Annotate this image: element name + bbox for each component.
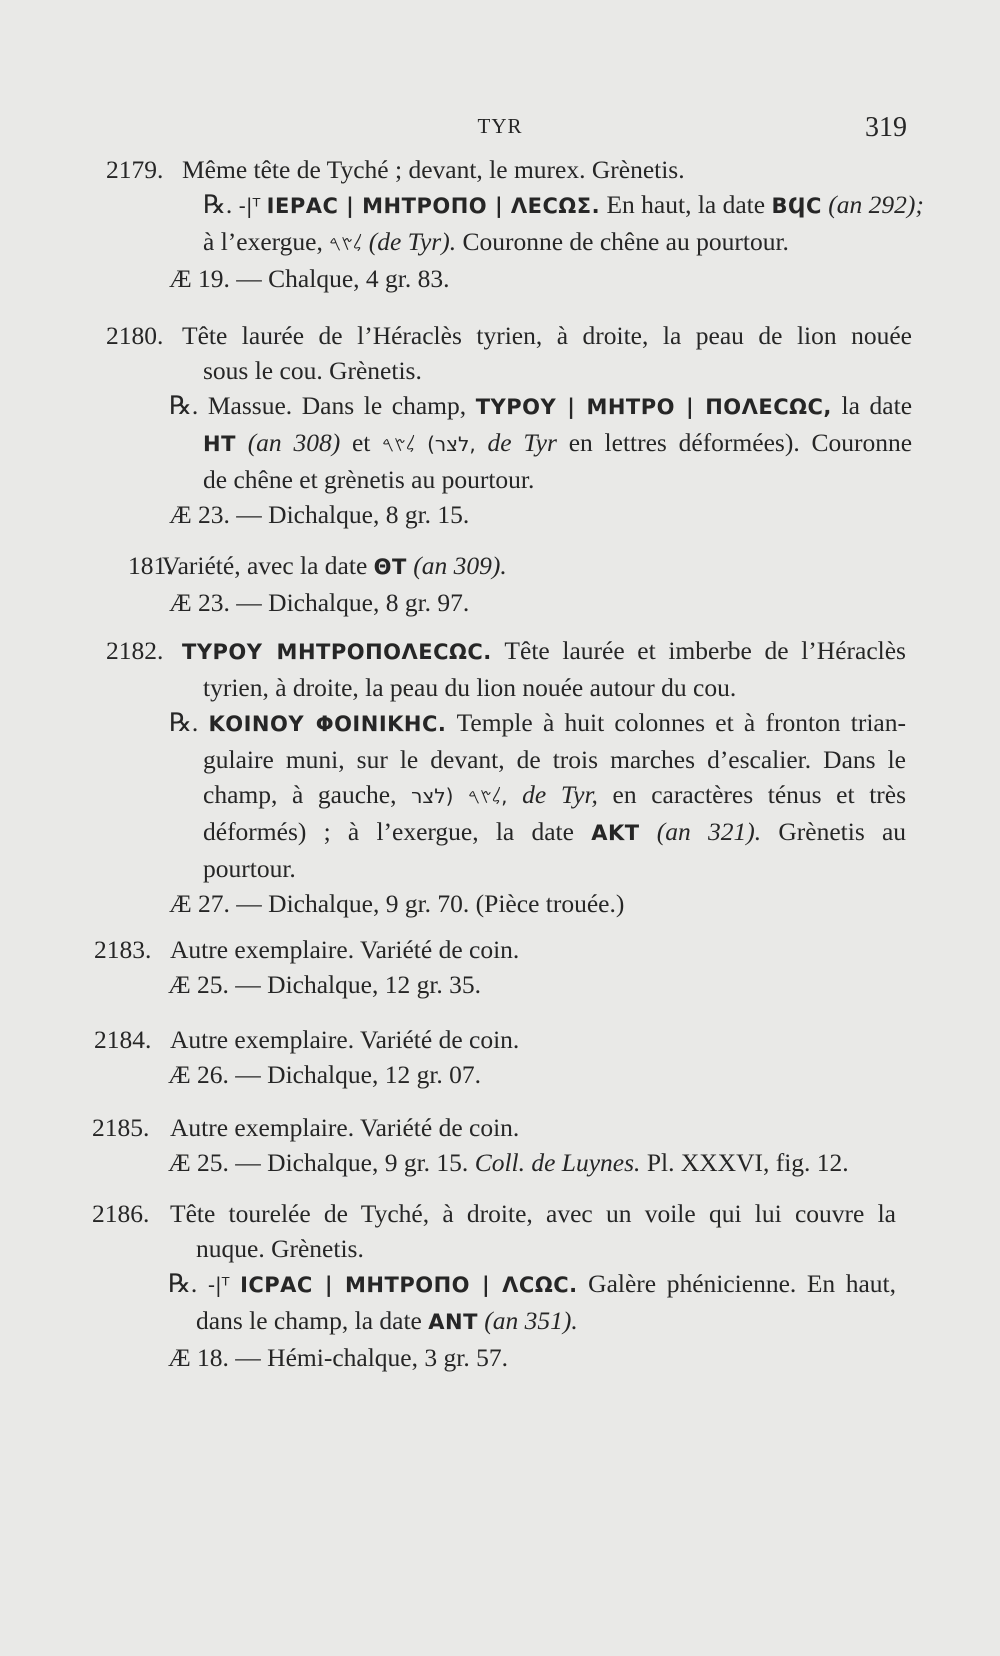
entry-number: 2180. bbox=[106, 321, 164, 350]
entry-description: tyrien, à droite, la peau du lion nouée autour du cou. bbox=[203, 673, 737, 702]
collection-reference: Coll. de Luynes. bbox=[474, 1148, 641, 1177]
coin-metrics: Æ 25. — Dichalque, 9 gr. 15. bbox=[168, 1148, 469, 1177]
greek-legend: ΤΥΡΟΥ ΜΗΤΡΟΠΟΛΕϹΩϹ. bbox=[182, 640, 492, 664]
hebrew-inscription: (לצר, bbox=[427, 432, 476, 456]
entry-text: la date bbox=[841, 391, 913, 420]
entry-number: 2182. bbox=[106, 636, 164, 665]
catalogue-entry bbox=[106, 318, 916, 532]
entry-text: champ, à gauche, bbox=[203, 780, 397, 809]
entry-text: déformés) ; à l’exergue, la date bbox=[203, 817, 574, 846]
entry-number: 2185. bbox=[92, 1113, 150, 1142]
date-year: (an 321). bbox=[656, 817, 762, 846]
monogram-symbol: -|ᵀ bbox=[238, 194, 261, 218]
catalogue-entry bbox=[106, 152, 924, 296]
catalogue-entry bbox=[106, 633, 916, 921]
entry-text: en caractères ténus et très bbox=[612, 780, 907, 809]
page-header bbox=[0, 112, 1000, 152]
date-legend: ΑΝΤ bbox=[428, 1310, 478, 1334]
entry-text: Tête laurée et imberbe de l’Héraclès bbox=[504, 636, 906, 665]
entry-text: à l’exergue, bbox=[203, 227, 323, 256]
coin-metrics: Æ 18. — Hémi-chalque, 3 gr. 57. bbox=[168, 1343, 508, 1372]
entry-description: de chêne et grènetis au pourtour. bbox=[203, 465, 535, 494]
entry-number: 181. bbox=[128, 551, 173, 580]
coin-metrics: Æ 27. — Dichalque, 9 gr. 70. (Pièce trouée.) bbox=[169, 889, 625, 918]
date-legend: ΗΤ bbox=[203, 432, 236, 456]
date-year: (an 308) bbox=[247, 428, 341, 457]
entry-text-italic: de Tyr bbox=[487, 428, 557, 457]
entry-text-italic: (de Tyr). bbox=[368, 227, 457, 256]
entry-text: Couronne de chêne au pourtour. bbox=[462, 227, 789, 256]
entry-description: Tête laurée de l’Héraclès tyrien, à droite, la peau de lion nouée bbox=[182, 321, 912, 350]
coin-metrics: Æ 23. — Dichalque, 8 gr. 97. bbox=[169, 588, 470, 617]
catalogue-entry bbox=[94, 932, 904, 1002]
entry-description: sous le cou. Grènetis. bbox=[203, 356, 422, 385]
entry-text: Grènetis au bbox=[778, 817, 907, 846]
greek-legend: ΚΟΙΝΟΥ ΦΟΙΝΙΚΗϹ. bbox=[208, 712, 447, 736]
coin-metrics: Æ 26. — Dichalque, 12 gr. 07. bbox=[168, 1060, 482, 1089]
running-title: TYR bbox=[477, 114, 523, 138]
entry-text-italic: de Tyr, bbox=[522, 780, 598, 809]
entry-number: 2186. bbox=[92, 1199, 150, 1228]
entry-number: 2179. bbox=[106, 155, 164, 184]
entry-description: Autre exemplaire. Variété de coin. bbox=[170, 1025, 520, 1054]
coin-metrics: Æ 19. — Chalque, 4 gr. 83. bbox=[169, 264, 450, 293]
coin-metrics: Æ 23. — Dichalque, 8 gr. 15. bbox=[169, 500, 470, 529]
reverse-sign: ℞. bbox=[169, 708, 199, 737]
entry-text: et bbox=[351, 428, 371, 457]
entry-text: Massue. Dans le champ, bbox=[207, 391, 467, 420]
plate-reference: Pl. XXXVI, fig. 12. bbox=[646, 1148, 849, 1177]
entry-description: pourtour. bbox=[203, 854, 296, 883]
phoenician-inscription: 𐤋𐤑𐤓 bbox=[382, 432, 416, 456]
date-legend: ΒϤϹ bbox=[771, 194, 822, 218]
date-legend: ΘΤ bbox=[373, 555, 407, 579]
entry-text: dans le champ, la date bbox=[196, 1306, 422, 1335]
date-year: (an 309). bbox=[413, 551, 507, 580]
phoenician-inscription: 𐤋𐤑𐤓 bbox=[329, 231, 363, 255]
date-year: (an 351). bbox=[484, 1306, 578, 1335]
catalogue-entry bbox=[92, 1110, 902, 1180]
date-year: (an 292); bbox=[828, 190, 924, 219]
entry-description: Tête tourelée de Tyché, à droite, avec un voile qui lui couvre la bbox=[170, 1199, 896, 1228]
phoenician-inscription: 𐤋𐤑𐤓 bbox=[468, 784, 502, 808]
reverse-sign: ℞. bbox=[203, 190, 233, 219]
catalogue-entry bbox=[128, 548, 908, 620]
greek-legend: ΤΥΡΟΥ | ΜΗΤΡΟ | ΠΟΛΕϹΩϹ, bbox=[475, 395, 832, 419]
entry-number: 2184. bbox=[94, 1025, 152, 1054]
monogram-symbol: -|ᵀ bbox=[207, 1273, 230, 1297]
greek-legend: ΙΕΡΑϹ | ΜΗΤΡΟΠΟ | ΛΕϹΩΣ. bbox=[266, 194, 601, 218]
date-legend: ΑΚΤ bbox=[591, 821, 640, 845]
catalogue-entry bbox=[92, 1196, 902, 1375]
entry-text: Galère phénicienne. En haut, bbox=[588, 1269, 897, 1298]
entry-description: Autre exemplaire. Variété de coin. bbox=[170, 1113, 520, 1142]
entry-number: 2183. bbox=[94, 935, 152, 964]
entry-text: Temple à huit colonnes et à fronton trian- bbox=[456, 708, 906, 737]
entry-text: en lettres déformées). Couronne bbox=[568, 428, 913, 457]
page-number: 319 bbox=[865, 112, 907, 143]
catalogue-entry bbox=[94, 1022, 904, 1092]
hebrew-inscription: (לצר, bbox=[411, 784, 508, 808]
greek-legend: ΙϹΡΑϹ | ΜΗΤΡΟΠΟ | ΛϹΩϹ. bbox=[240, 1273, 578, 1297]
coin-metrics: Æ 25. — Dichalque, 12 gr. 35. bbox=[168, 970, 482, 999]
entry-description: nuque. Grènetis. bbox=[196, 1234, 364, 1263]
entry-description: Même tête de Tyché ; devant, le murex. Grènetis. bbox=[182, 155, 685, 184]
reverse-sign: ℞. bbox=[169, 391, 199, 420]
entry-description: gulaire muni, sur le devant, de trois marches d’escalier. Dans le bbox=[203, 745, 906, 774]
reverse-sign: ℞. bbox=[168, 1269, 198, 1298]
entry-text: En haut, la date bbox=[606, 190, 766, 219]
entry-description: Autre exemplaire. Variété de coin. bbox=[170, 935, 520, 964]
entry-text: Variété, avec la date bbox=[162, 551, 368, 580]
